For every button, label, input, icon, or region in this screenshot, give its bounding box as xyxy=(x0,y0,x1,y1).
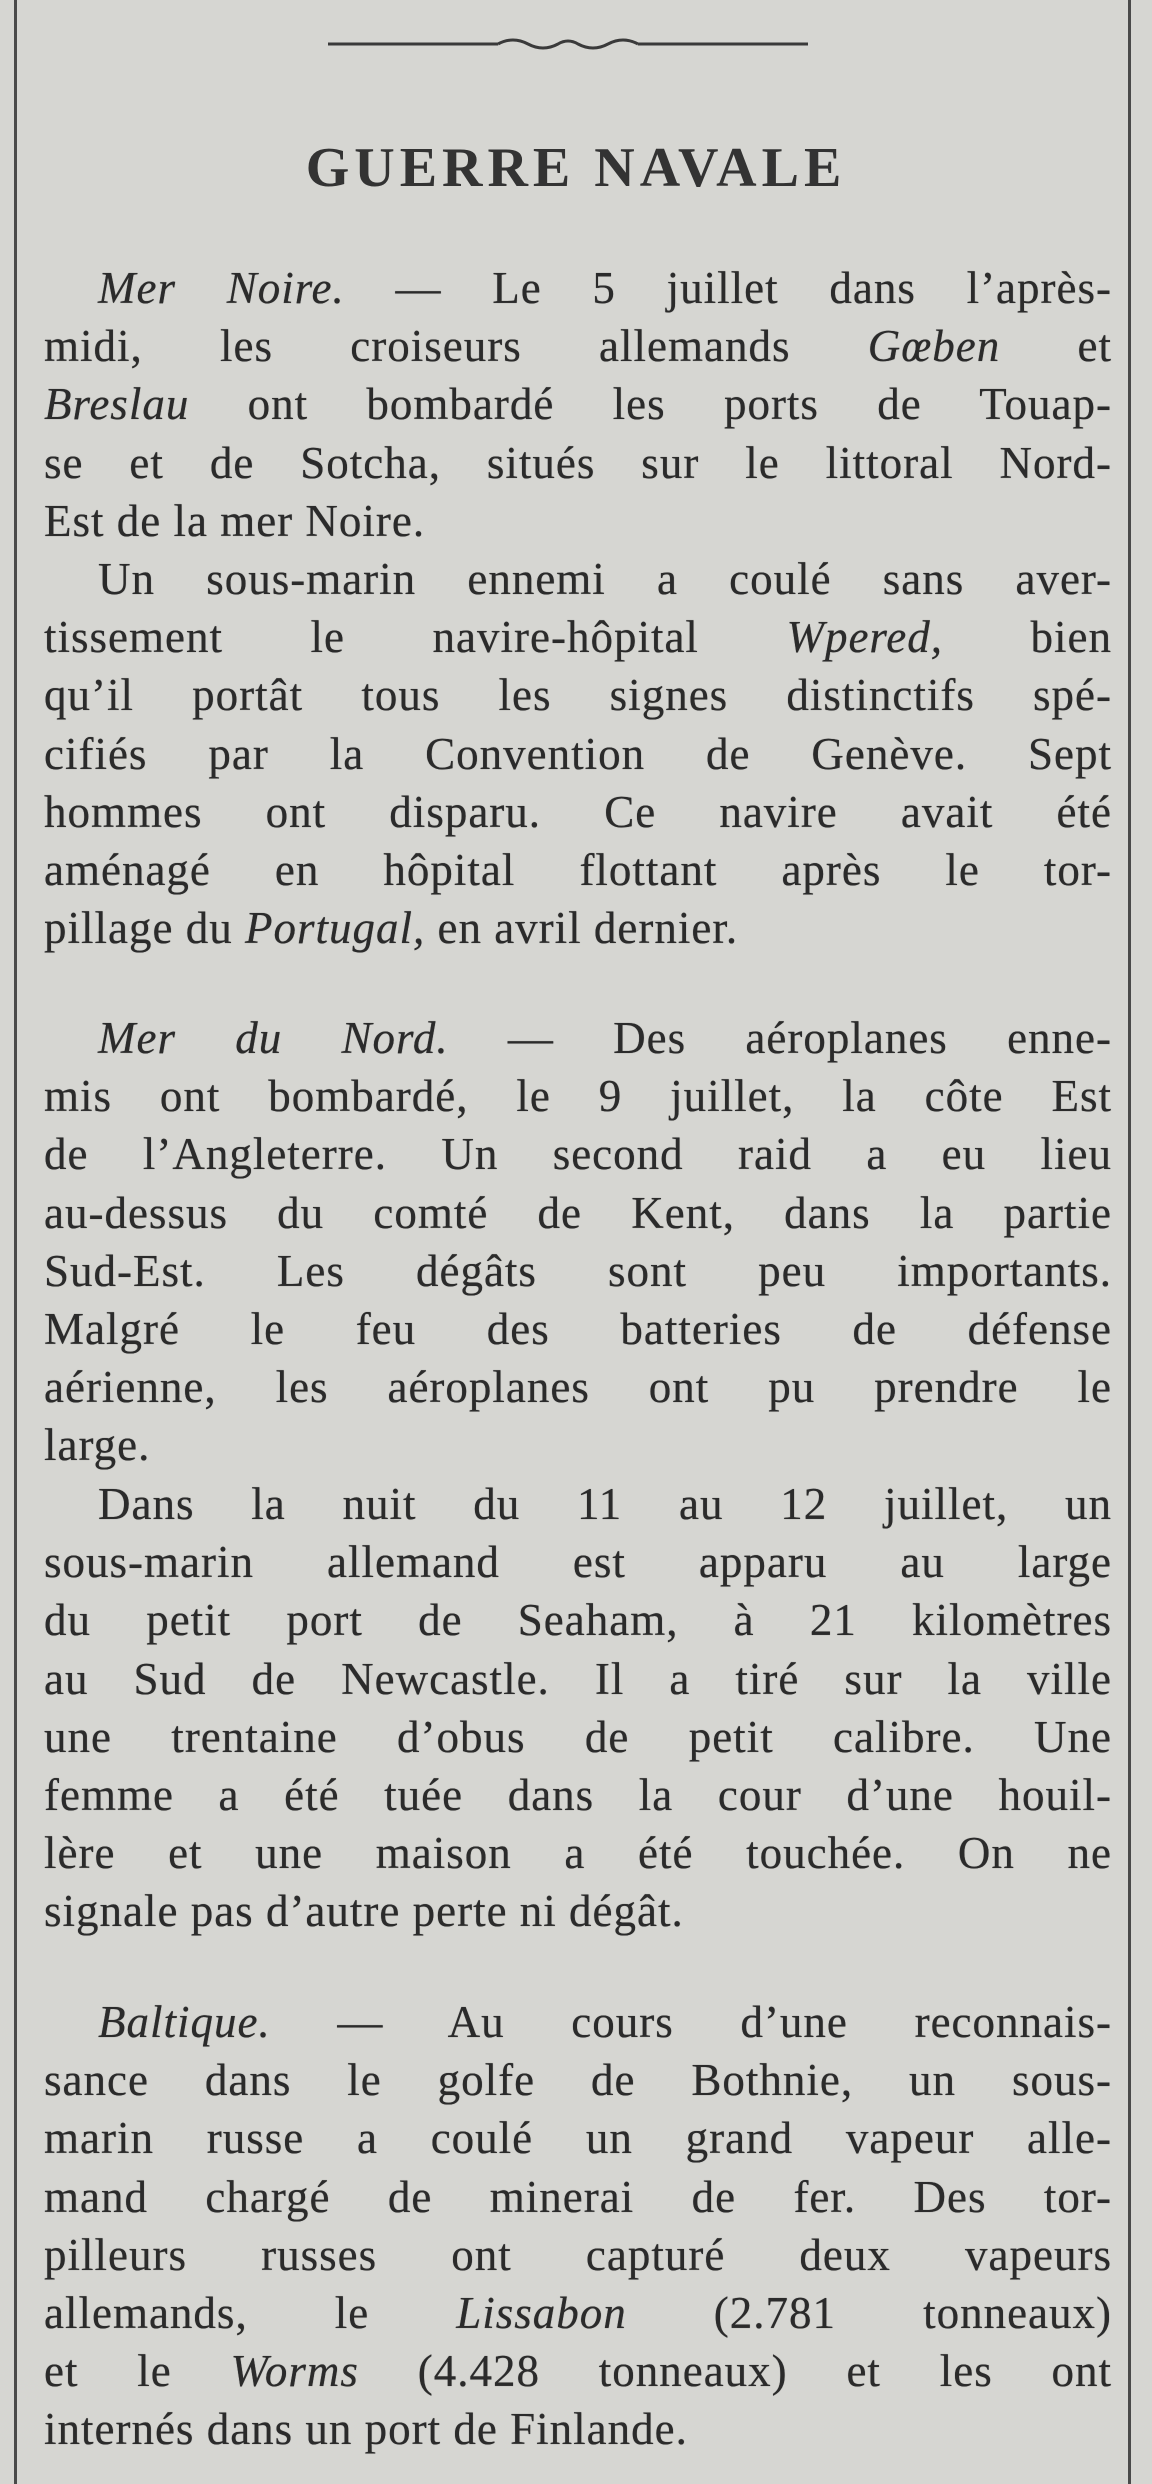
paragraph-baltique xyxy=(44,1993,1112,2459)
text-segment: Dans la nuit du 11 au 12 juillet, un xyxy=(98,1479,1112,1529)
text-line xyxy=(44,841,1112,899)
text-line xyxy=(44,492,1112,550)
text-segment: cifiés par la Convention de Genève. Sept xyxy=(44,728,1112,779)
text-segment: large. xyxy=(44,1420,151,1471)
text-segment: aérienne, les aéroplanes ont pu prendre le xyxy=(44,1362,1112,1413)
text-segment: au-dessus du comté de Kent, dans la partie xyxy=(44,1187,1112,1238)
text-segment: lère et une maison a été touchée. On ne xyxy=(44,1828,1112,1879)
italic-text: Portugal, xyxy=(244,903,426,954)
italic-text: Mer du Nord. xyxy=(98,1013,449,1063)
text-line xyxy=(44,1358,1112,1416)
text-line xyxy=(44,1533,1112,1591)
text-segment: midi, les croiseurs allemands xyxy=(44,321,868,372)
text-segment: une trentaine d’obus de petit calibre. Une xyxy=(44,1711,1112,1762)
text-line xyxy=(44,1882,1112,1940)
text-line xyxy=(44,550,1112,608)
text-segment: hommes ont disparu. Ce navire avait été xyxy=(44,786,1112,837)
paragraph-mer-noire xyxy=(44,259,1112,550)
text-line xyxy=(44,2168,1112,2226)
text-line xyxy=(44,1591,1112,1649)
column-border-left xyxy=(14,0,17,2484)
text-segment: et le xyxy=(44,2346,231,2397)
text-line xyxy=(44,375,1112,433)
text-segment: de l’Angleterre. Un second raid a eu lieu xyxy=(44,1129,1112,1180)
italic-text: Worms xyxy=(230,2346,359,2397)
text-line xyxy=(44,1475,1112,1533)
text-line xyxy=(44,1766,1112,1824)
paragraph-seaham xyxy=(44,1475,1112,1941)
text-segment: signale pas d’autre perte ni dégât. xyxy=(44,1886,684,1937)
text-line xyxy=(44,608,1112,666)
text-line xyxy=(44,899,1112,957)
italic-text: Mer Noire. xyxy=(98,263,345,313)
text-segment: (4.428 tonneaux) et les ont xyxy=(358,2346,1112,2397)
text-line xyxy=(44,1416,1112,1474)
text-segment: — Des aéroplanes enne- xyxy=(448,1013,1113,1063)
text-segment: sance dans le golfe de Bothnie, un sous- xyxy=(44,2055,1112,2106)
text-line xyxy=(44,2226,1112,2284)
text-line xyxy=(44,1993,1112,2051)
text-segment: et xyxy=(1000,321,1112,372)
text-segment: femme a été tuée dans la cour d’une houil- xyxy=(44,1769,1112,1820)
text-segment: en avril dernier. xyxy=(425,903,739,954)
text-segment: ont bombardé les ports de Touap- xyxy=(189,379,1112,430)
text-segment: tissement le navire-hôpital xyxy=(44,612,787,663)
text-segment: mand chargé de minerai de fer. Des tor- xyxy=(44,2171,1112,2222)
paragraph-wpered xyxy=(44,550,1112,957)
italic-text: Baltique. xyxy=(98,1997,271,2047)
text-segment: internés dans un port de Finlande. xyxy=(44,2404,688,2455)
text-line xyxy=(44,1009,1112,1067)
paragraph-mer-du-nord xyxy=(44,1009,1112,1475)
column-border-right xyxy=(1128,0,1131,2484)
text-segment: Malgré le feu des batteries de défense xyxy=(44,1303,1112,1354)
text-segment: se et de Sotcha, situés sur le littoral Nord- xyxy=(44,437,1112,488)
text-line xyxy=(44,434,1112,492)
text-line xyxy=(44,2400,1112,2458)
text-line xyxy=(44,2284,1112,2342)
text-line xyxy=(44,1708,1112,1766)
text-line xyxy=(44,1184,1112,1242)
text-line xyxy=(44,1067,1112,1125)
text-segment: sous-marin allemand est apparu au large xyxy=(44,1537,1112,1588)
text-segment: marin russe a coulé un grand vapeur alle- xyxy=(44,2113,1112,2164)
text-segment: allemands, le xyxy=(44,2287,457,2338)
italic-text: Wpered, xyxy=(786,612,943,663)
text-segment: — Le 5 juillet dans l’après- xyxy=(344,263,1112,313)
text-line xyxy=(44,783,1112,841)
text-line xyxy=(44,317,1112,375)
text-segment: Sud-Est. Les dégâts sont peu importants. xyxy=(44,1245,1112,1296)
text-line xyxy=(44,1824,1112,1882)
text-segment: pillage du xyxy=(44,903,245,954)
text-segment: — Au cours d’une reconnais- xyxy=(270,1997,1112,2047)
text-segment: Un sous-marin ennemi a coulé sans aver- xyxy=(98,554,1112,604)
text-line xyxy=(44,666,1112,724)
text-line xyxy=(44,725,1112,783)
text-segment: aménagé en hôpital flottant après le tor- xyxy=(44,844,1112,895)
italic-text: Breslau xyxy=(44,379,190,430)
text-segment: pilleurs russes ont capturé deux vapeurs xyxy=(44,2229,1112,2280)
text-line xyxy=(44,2051,1112,2109)
text-segment: (2.781 tonneaux) xyxy=(626,2287,1112,2338)
text-segment: qu’il portât tous les signes distinctifs spé- xyxy=(44,670,1112,721)
article-title: GUERRE NAVALE xyxy=(305,137,847,199)
text-segment: bien xyxy=(942,612,1112,663)
text-line xyxy=(44,1125,1112,1183)
text-line xyxy=(44,2342,1112,2400)
text-segment: au Sud de Newcastle. Il a tiré sur la ville xyxy=(44,1653,1112,1704)
text-segment: mis ont bombardé, le 9 juillet, la côte Est xyxy=(44,1071,1112,1122)
text-segment: du petit port de Seaham, à 21 kilomètres xyxy=(44,1595,1112,1646)
text-line xyxy=(44,1300,1112,1358)
text-segment: Est de la mer Noire. xyxy=(44,495,426,546)
text-line xyxy=(44,259,1112,317)
text-line xyxy=(44,1242,1112,1300)
ornamental-rule xyxy=(328,36,808,52)
italic-text: Lissabon xyxy=(456,2287,627,2338)
italic-text: Gœben xyxy=(867,321,1001,372)
text-line xyxy=(44,1650,1112,1708)
text-line xyxy=(44,2109,1112,2167)
